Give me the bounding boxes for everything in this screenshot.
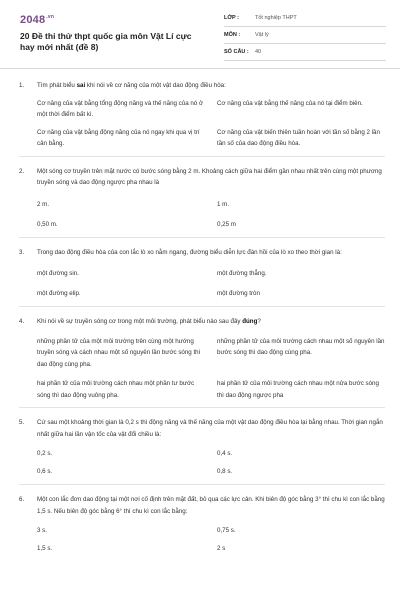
question-stem	[19, 494, 385, 517]
question-3	[19, 247, 385, 308]
question-stem	[19, 80, 385, 92]
answer-option[interactable]: 2 s	[217, 545, 226, 552]
question-emphasis: đúng	[242, 318, 258, 325]
question-text	[37, 417, 385, 440]
question-text-part: Trong dao động điều hòa của con lắc lò xo nằm ngang, đường biểu diễn lực đàn hồi của lò xo theo thời gian là:	[37, 248, 342, 256]
meta-label: LỚP :	[224, 15, 239, 21]
question-number: 2.	[19, 167, 25, 175]
divider	[19, 484, 385, 485]
question-stem	[19, 247, 385, 259]
meta-row-class	[224, 10, 386, 27]
answer-options	[19, 268, 385, 300]
question-text-part: ?	[257, 318, 261, 325]
answer-option[interactable]: Cơ năng của vật bằng tổng động năng và thế năng của nó ở một thời điểm bất kì.	[37, 99, 204, 118]
divider	[19, 407, 385, 408]
question-stem	[19, 166, 385, 189]
question-6	[19, 494, 385, 555]
question-text-part: Một sóng cơ truyền trên mặt nước có bước sóng bằng 2 m. Khoảng cách giữa hai điểm gần nhau nhất trên cùng một phương truyền sóng và dao động ngược pha nhau là	[37, 167, 382, 186]
question-text	[37, 494, 385, 517]
question-text-part: Cứ sau một khoảng thời gian là 0,2 s thì động năng và thế năng của một vật dao động điều hòa lại bằng nhau. Thời gian ngắn nhất giữa hai lần vận tốc của vật đổi chiều là:	[37, 419, 383, 438]
meta-label: SỐ CÂU :	[224, 49, 249, 55]
answer-option[interactable]: 0,8 s.	[217, 468, 233, 475]
question-text-part: khi nói về cơ năng của một vật dao động điều hòa:	[85, 82, 226, 89]
answer-option[interactable]: 0,4 s.	[217, 450, 233, 457]
answer-option[interactable]: 0,75 s.	[217, 527, 236, 534]
meta-label: MÔN :	[224, 32, 241, 38]
answer-option[interactable]: một đường tròn	[217, 290, 260, 297]
question-stem	[19, 417, 385, 440]
answer-option[interactable]: một đường thẳng.	[217, 270, 267, 277]
answer-option[interactable]: Cơ năng của vật bằng động năng của nó ngay khi qua vị trí cân bằng.	[37, 128, 200, 147]
answer-option[interactable]: Cơ năng của vật bằng thế năng của nó tại điểm biên.	[217, 99, 363, 107]
answer-option[interactable]: những phần tử của môi trường cách nhau một số nguyên lần bước sóng thì dao động cùng pha.	[217, 337, 385, 356]
answer-options	[19, 525, 385, 555]
meta-row-count	[224, 44, 386, 61]
question-text	[37, 80, 385, 92]
question-number: 4.	[19, 318, 25, 325]
answer-option[interactable]: 1 m.	[217, 200, 230, 208]
question-text	[37, 316, 385, 328]
question-text-part: Một con lắc đơn dao động tại một nơi cố định trên mặt đất, bỏ qua các lực cản. Khi biên độ góc bằng 3° thì chu kì con lắc bằng 1,5 s. Nếu biên độ góc bằng 6° thì chu kì con lắc bằng:	[37, 496, 385, 515]
answer-option[interactable]: 0,2 s.	[37, 450, 53, 457]
answer-option[interactable]: những phần tử của một môi trường trên cùng một hướng truyền sóng và cách nhau một số nguyên lần bước sóng thì dao động cùng pha.	[37, 337, 201, 368]
answer-options	[19, 199, 385, 231]
divider	[19, 237, 385, 238]
answer-option[interactable]: một đường elip.	[37, 290, 81, 297]
answer-option[interactable]: hai phần tử của môi trường cách nhau một nửa bước sóng thì dao động ngược pha	[217, 380, 379, 399]
answer-options	[19, 448, 385, 478]
divider	[19, 156, 385, 157]
answer-option[interactable]: 3 s.	[37, 527, 47, 534]
site-logo[interactable]	[20, 14, 54, 26]
answer-option[interactable]: 1,5 s.	[37, 545, 53, 552]
question-list	[19, 80, 385, 555]
exam-meta-table	[224, 10, 386, 61]
exam-title: 20 Đề thi thử thpt quốc gia môn Vật Lí cực hay mới nhất (đề 8)	[20, 31, 192, 52]
question-emphasis: sai	[76, 82, 86, 89]
question-text	[37, 247, 385, 259]
answer-option[interactable]: một đường sin.	[37, 270, 79, 277]
question-number: 6.	[19, 496, 25, 503]
meta-value: Vật lý	[255, 32, 269, 38]
question-1	[19, 80, 385, 157]
question-number: 3.	[19, 248, 25, 256]
logo-suffix: .vn	[46, 14, 55, 20]
logo-text: 2048	[20, 14, 46, 26]
question-number: 5.	[19, 419, 25, 426]
question-text-part: Tìm phát biểu	[37, 82, 77, 89]
answer-option[interactable]: 0,50 m.	[37, 220, 58, 228]
meta-row-subject	[224, 27, 386, 44]
answer-options	[19, 336, 385, 402]
question-text-part: Khi nói về sự truyền sóng cơ trong một môi trường, phát biểu nào sau đây	[37, 318, 243, 325]
answer-options	[19, 98, 385, 150]
question-4	[19, 316, 385, 408]
answer-option[interactable]: Cơ năng của vật biến thiên tuần hoàn với tần số bằng 2 lần tần số của dao động điều hòa.	[217, 128, 380, 147]
divider	[19, 306, 385, 307]
answer-option[interactable]: 0,6 s.	[37, 468, 53, 475]
answer-option[interactable]: 0,25 m	[217, 220, 236, 228]
meta-value: 40	[255, 49, 262, 55]
question-stem	[19, 316, 385, 328]
header	[0, 0, 400, 69]
answer-option[interactable]: 2 m.	[37, 200, 50, 208]
question-number: 1.	[19, 82, 25, 89]
question-text	[37, 166, 385, 189]
meta-value: Tốt nghiệp THPT	[255, 15, 297, 21]
question-2	[19, 166, 385, 238]
question-5	[19, 417, 385, 485]
answer-option[interactable]: hai phần tử của môi trường cách nhau một phần tư bước sóng thì dao động vuông pha.	[37, 380, 195, 399]
